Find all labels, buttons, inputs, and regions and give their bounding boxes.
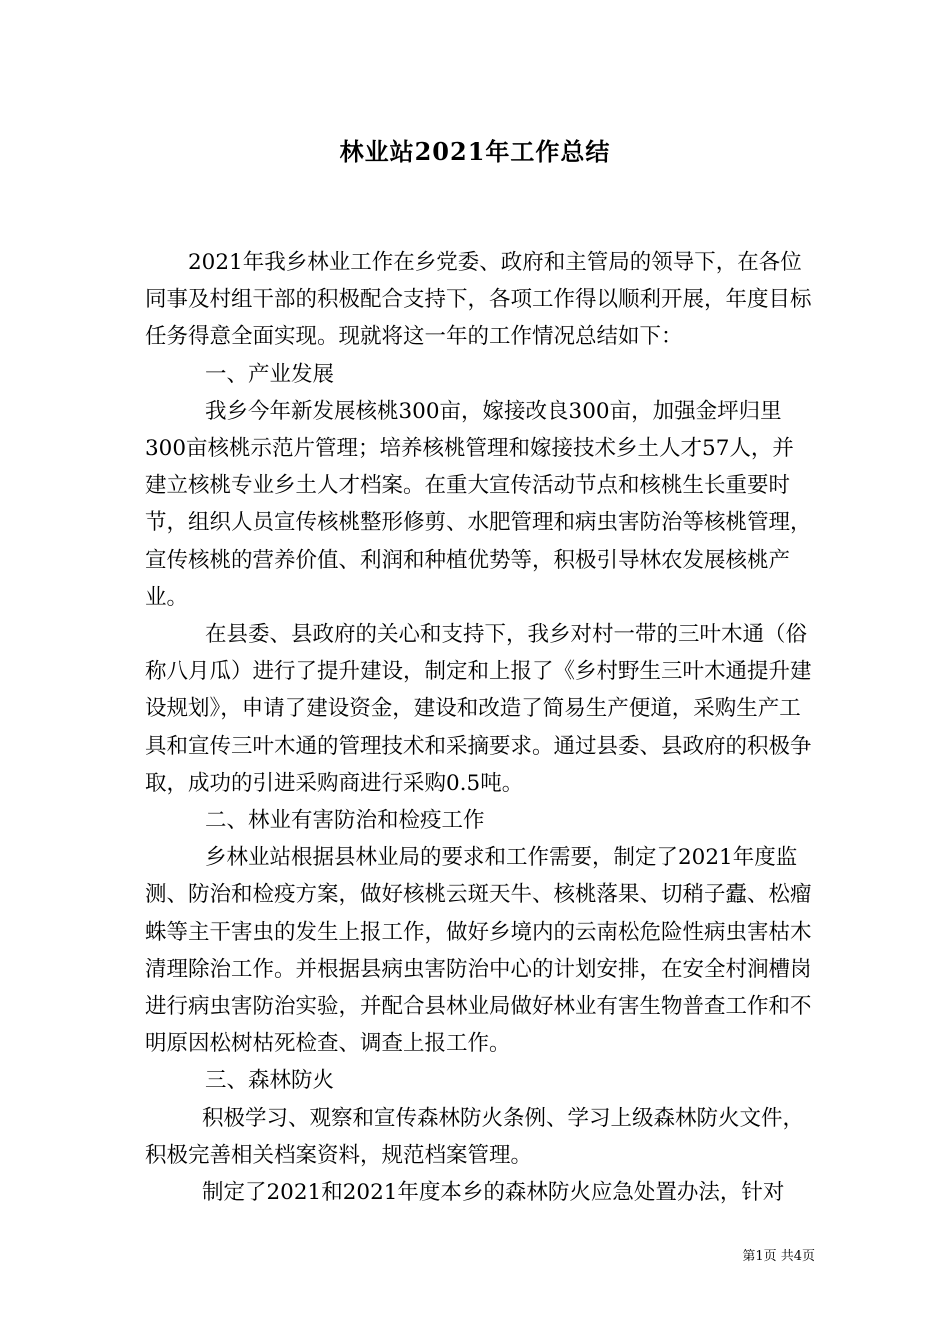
- document-title: 林业站2021年工作总结: [339, 137, 611, 166]
- paragraph-fire-plan: 制定了2021和2021年度本乡的森林防火应急处置办法，针对: [202, 1180, 785, 1206]
- section-heading-pest-control: 二、林业有害防治和检疫工作: [205, 808, 485, 834]
- page-number: 第1页 共4页: [742, 1249, 815, 1264]
- section-heading-fire-prevention: 三、森林防火: [205, 1068, 335, 1094]
- paragraph-pest-control: 乡林业站根据县林业局的要求和工作需要，制定了2021年度监测、防治和检疫方案，做好核桃云斑天牛、核桃落果、切稍子蠹、松瘤蛛等主干害虫的发生上报工作，做好乡境内的云南松危险性病虫害枯木清理除治工作。并根据县病虫害防治中心的计划安排，在安全村涧槽岗进行病虫害防治实验，并配合县林业局做好林业有害生物普查工作和不明原因松树枯死检查、调查上报工作。: [145, 845, 812, 1057]
- paragraph-fire-study: 积极学习、观察和宣传森林防火条例、学习上级森林防火文件，积极完善相关档案资料，规范档案管理。: [145, 1105, 805, 1168]
- paragraph-walnut: 我乡今年新发展核桃300亩，嫁接改良300亩，加强金坪归里300亩核桃示范片管理；培养核桃管理和嫁接技术乡土人才57人，并建立核桃专业乡土人才档案。在重大宣传活动节点和核桃生长重要时节，组织人员宣传核桃整形修剪、水肥管理和病虫害防治等核桃管理，宣传核桃的营养价值、利润和种植优势等，积极引导林农发展核桃产业。: [145, 398, 812, 610]
- section-heading-industry: 一、产业发展: [205, 361, 335, 387]
- paragraph-akebia: 在县委、县政府的关心和支持下，我乡对村一带的三叶木通（俗称八月瓜）进行了提升建设，制定和上报了《乡村野生三叶木通提升建设规划》，申请了建设资金，建设和改造了简易生产便道，采购生产工具和宣传三叶木通的管理技术和采摘要求。通过县委、县政府的积极争取，成功的引进采购商进行采购0.5吨。: [145, 622, 812, 796]
- document-body: [145, 244, 815, 1211]
- paragraph-intro: 2021年我乡林业工作在乡党委、政府和主管局的领导下，在各位同事及村组干部的积极配合支持下，各项工作得以顺利开展，年度目标任务得意全面实现。现就将这一年的工作情况总结如下：: [145, 250, 812, 350]
